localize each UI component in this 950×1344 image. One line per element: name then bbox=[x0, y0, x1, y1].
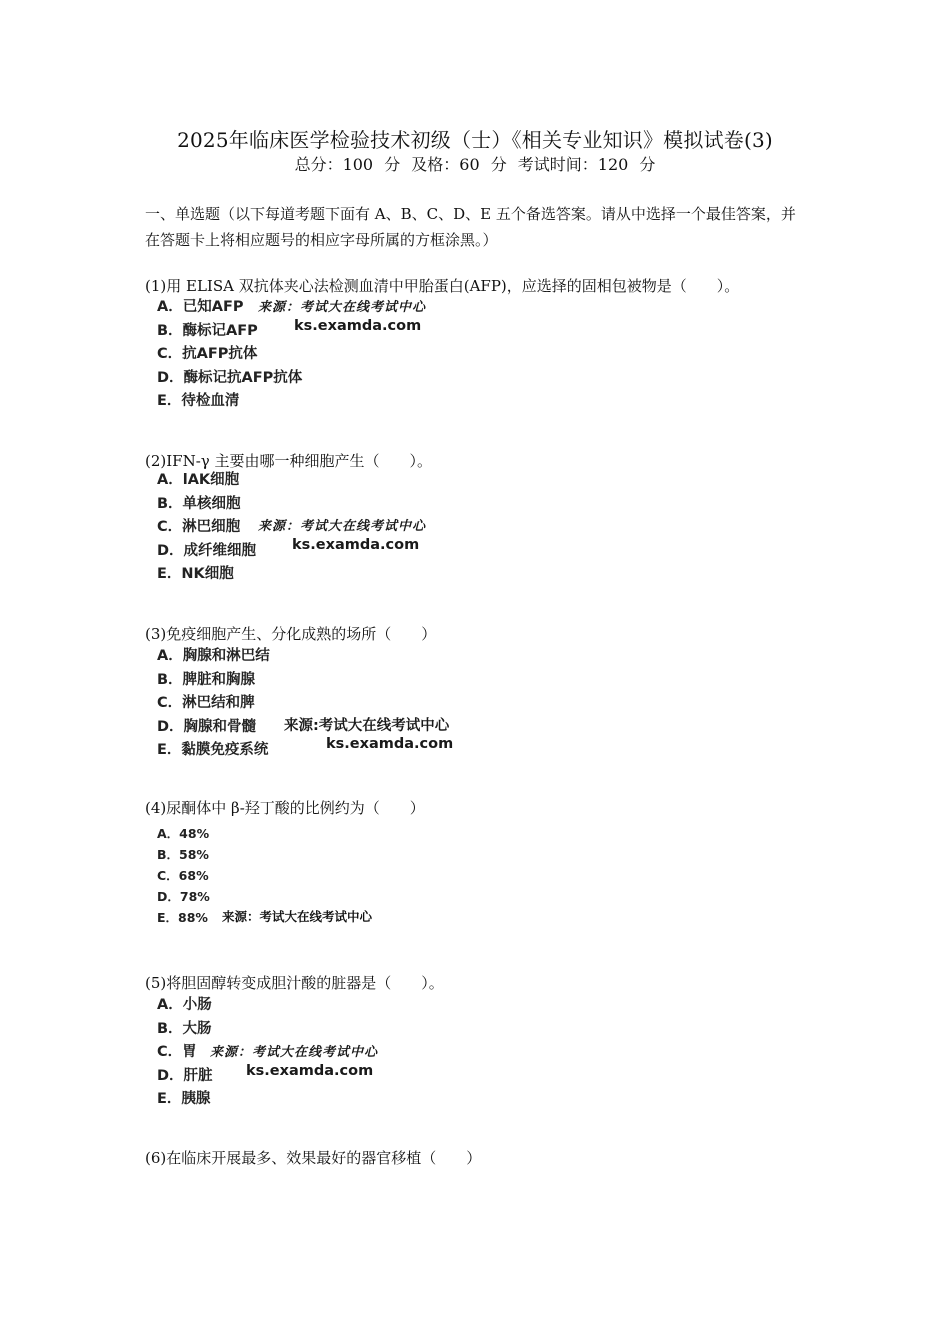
watermark-url: ks.examda.com bbox=[246, 1063, 374, 1079]
question-5-options bbox=[157, 994, 213, 1112]
question-2-options bbox=[157, 469, 256, 587]
exam-info: 总分：100 分 及格：60 分 考试时间：120 分 bbox=[294, 155, 656, 174]
watermark bbox=[284, 717, 453, 753]
watermark bbox=[258, 518, 426, 554]
watermark bbox=[210, 1044, 378, 1080]
option-e: E．黏膜免疫系统 bbox=[157, 742, 269, 758]
option-d: D．78% bbox=[157, 889, 210, 904]
option-e: E．NK细胞 bbox=[157, 566, 234, 582]
option-e: E．88% bbox=[157, 910, 208, 925]
question-1-stem: (1)用 ELISA 双抗体夹心法检测血清中甲胎蛋白(AFP)，应选择的固相包被物是（ ）。 bbox=[145, 277, 740, 295]
option-e: E．胰腺 bbox=[157, 1091, 211, 1107]
option-d: D．成纤维细胞 bbox=[157, 542, 257, 559]
section-intro: 一、单选题（以下每道考题下面有 A、B、C、D、E 五个备选答案。请从中选择一个最佳答案，并在答题卡上将相应题号的相应字母所属的方框涂黑。） bbox=[145, 205, 796, 249]
option-c: C．胃 bbox=[157, 1044, 197, 1060]
option-c: C．淋巴结和脾 bbox=[157, 695, 255, 711]
option-b: B．脾脏和胸腺 bbox=[157, 671, 256, 688]
question-4-stem: (4)尿酮体中 β-羟丁酸的比例约为（ ） bbox=[145, 799, 425, 817]
option-b: B．58% bbox=[157, 847, 209, 862]
watermark-source: 来源：考试大在线考试中心 bbox=[222, 909, 373, 924]
watermark-source: 来源：考试大在线考试中心 bbox=[258, 300, 427, 315]
option-e: E．待检血清 bbox=[157, 393, 240, 409]
watermark-source: 来源：考试大在线考试中心 bbox=[258, 519, 427, 534]
option-b: B．大肠 bbox=[157, 1020, 212, 1037]
option-c: C．淋巴细胞 bbox=[157, 519, 241, 535]
option-a: A．lAK细胞 bbox=[157, 472, 240, 488]
option-d: D．胸腺和骨髓 bbox=[157, 718, 257, 735]
watermark bbox=[258, 299, 426, 335]
watermark-url: ks.examda.com bbox=[326, 736, 454, 752]
option-a: A．小肠 bbox=[157, 997, 212, 1013]
watermark-url: ks.examda.com bbox=[294, 318, 422, 334]
option-c: C．抗AFP抗体 bbox=[157, 346, 258, 362]
exam-title: 2025年临床医学检验技术初级（士）《相关专业知识》模拟试卷(3) bbox=[177, 128, 773, 152]
watermark-source: 来源:考试大在线考试中心 bbox=[284, 718, 450, 734]
question-3-stem: (3)免疫细胞产生、分化成熟的场所（ ） bbox=[145, 625, 437, 643]
option-d: D．肝脏 bbox=[157, 1067, 213, 1084]
question-2-stem: (2)IFN-γ 主要由哪一种细胞产生（ ）。 bbox=[145, 452, 433, 470]
question-3-options bbox=[157, 645, 270, 763]
option-a: A．已知AFP bbox=[157, 299, 244, 315]
question-5-stem: (5)将胆固醇转变成胆汁酸的脏器是（ ）。 bbox=[145, 974, 444, 992]
option-a: A．48% bbox=[157, 826, 210, 841]
watermark-source: 来源：考试大在线考试中心 bbox=[210, 1045, 379, 1060]
option-b: B．单核细胞 bbox=[157, 495, 241, 512]
option-c: C．68% bbox=[157, 868, 209, 883]
option-d: D．酶标记抗AFP抗体 bbox=[157, 369, 303, 386]
watermark-url: ks.examda.com bbox=[292, 537, 420, 553]
option-b: B．酶标记AFP bbox=[157, 322, 258, 339]
question-6-stem: (6)在临床开展最多、效果最好的器官移植（ ） bbox=[145, 1149, 482, 1167]
option-a: A．胸腺和淋巴结 bbox=[157, 648, 270, 664]
question-4-options bbox=[157, 823, 210, 928]
